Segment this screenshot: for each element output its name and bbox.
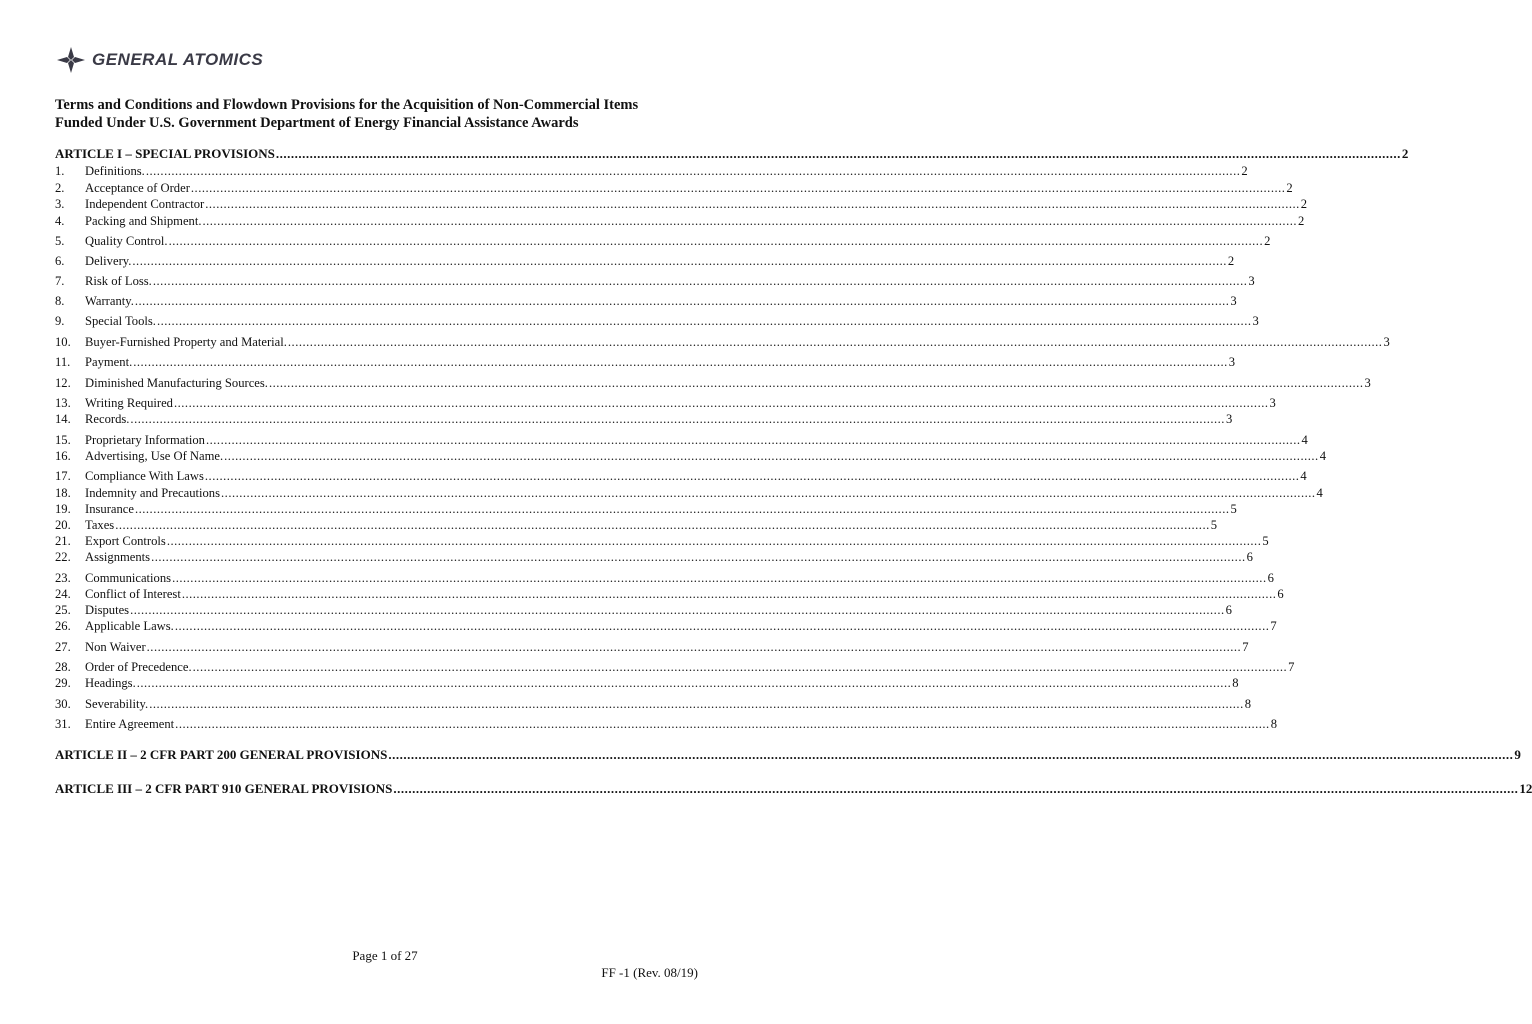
toc-item-number: 5.	[55, 234, 65, 248]
toc-item[interactable]	[55, 675, 1239, 691]
toc-dot-leader: ............................................................................................................................................................................................................................................................................................................	[181, 587, 1277, 601]
revision-label: FF -1 (Rev. 08/19)	[601, 965, 698, 980]
toc-item-label: Conflict of Interest	[85, 587, 181, 601]
title-line-2: Funded Under U.S. Government Department of Energy Financial Assistance Awards	[55, 115, 579, 131]
toc-dot-leader: ............................................................................................................................................................................................................................................................................................................	[136, 676, 1232, 690]
toc-item-label: Quality Control.	[85, 234, 168, 248]
toc-item-number: 3.	[55, 197, 65, 211]
toc-item-page: 5	[1230, 502, 1237, 516]
toc-dot-leader: ............................................................................................................................................................................................................................................................................................................	[205, 433, 1301, 447]
toc-article-2-label: ARTICLE II – 2 CFR PART 200 GENERAL PROVISIONS	[55, 747, 388, 762]
toc-item[interactable]	[55, 586, 1284, 602]
company-logo	[56, 46, 263, 74]
toc-article-1-page: 2	[1401, 146, 1409, 161]
toc-item-number: 1.	[55, 164, 65, 178]
toc-item-page: 3	[1248, 274, 1255, 288]
toc-item-label: Communications	[85, 571, 172, 585]
toc-item-label: Acceptance of Order	[85, 181, 190, 195]
toc-item-number: 11.	[55, 355, 71, 369]
toc-item-number: 15.	[55, 433, 71, 447]
toc-item-number: 31.	[55, 717, 71, 731]
toc-item-label: Order of Precedence.	[85, 660, 192, 674]
toc-item-number: 14.	[55, 412, 71, 426]
toc-dot-leader: ............................................................................................................................................................................................................................................................................................................	[268, 376, 1364, 390]
toc-dot-leader: ............................................................................................................................................................................................................................................................................................................	[393, 781, 1519, 796]
toc-item[interactable]	[55, 549, 1253, 565]
toc-item-page: 8	[1270, 717, 1277, 731]
toc-item-number: 21.	[55, 534, 71, 548]
toc-item-page: 4	[1316, 486, 1323, 500]
toc-item-label: Risk of Loss.	[85, 274, 152, 288]
toc-item-page: 2	[1227, 254, 1235, 268]
toc-item-label: Export Controls	[85, 534, 166, 548]
toc-item-label: Indemnity and Precautions	[85, 486, 221, 500]
toc-dot-leader: ............................................................................................................................................................................................................................................................................................................	[166, 534, 1262, 548]
toc-dot-leader: ............................................................................................................................................................................................................................................................................................................	[275, 146, 1401, 161]
toc-item-number: 30.	[55, 697, 71, 711]
toc-item-label: Compliance With Laws	[85, 469, 204, 483]
toc-article-2-page: 9	[1514, 747, 1521, 762]
toc-item[interactable]	[55, 716, 1277, 732]
toc-item-number: 13.	[55, 396, 71, 410]
toc-item-label: Records.	[85, 412, 130, 426]
toc-item-label: Diminished Manufacturing Sources.	[85, 376, 268, 390]
toc-item-label: Proprietary Information	[85, 433, 205, 447]
toc-item-number: 24.	[55, 587, 71, 601]
toc-item-label: Buyer-Furnished Property and Material.	[85, 335, 287, 349]
toc-item-page: 3	[1383, 335, 1390, 349]
toc-item-page: 3	[1228, 355, 1236, 369]
toc-item-page: 3	[1225, 412, 1233, 426]
toc-item-number: 7.	[55, 274, 65, 288]
toc-item-number: 6.	[55, 254, 65, 268]
toc-item-number: 22.	[55, 550, 71, 564]
toc-item[interactable]	[55, 602, 1232, 618]
toc-item[interactable]	[55, 639, 1249, 655]
toc-dot-leader: ............................................................................................................................................................................................................................................................................................................	[190, 181, 1286, 195]
toc-item-label: Severability.	[85, 697, 149, 711]
toc-item-page: 7	[1242, 640, 1249, 654]
toc-dot-leader: ............................................................................................................................................................................................................................................................................................................	[151, 550, 1246, 564]
toc-dot-leader: ............................................................................................................................................................................................................................................................................................................	[168, 234, 1264, 248]
toc-dot-leader: ............................................................................................................................................................................................................................................................................................................	[172, 571, 1267, 585]
toc-article-3[interactable]	[55, 781, 1532, 797]
toc-item-label: Writing Required	[85, 396, 173, 410]
toc-item-page: 8	[1232, 676, 1239, 690]
toc-item-number: 17.	[55, 469, 71, 483]
toc-item-page: 2	[1241, 164, 1248, 178]
toc-item-label: Taxes	[85, 518, 115, 532]
toc-item[interactable]	[55, 468, 1307, 484]
toc-dot-leader: ............................................................................................................................................................................................................................................................................................................	[175, 717, 1270, 731]
toc-item-page: 7	[1270, 619, 1277, 633]
toc-item[interactable]	[55, 395, 1276, 411]
toc-item[interactable]	[55, 180, 1293, 196]
toc-item-label: Insurance	[85, 502, 134, 516]
toc-item-label: Definitions.	[85, 164, 145, 178]
toc-dot-leader: ............................................................................................................................................................................................................................................................................................................	[192, 660, 1288, 674]
toc-item-page: 4	[1301, 433, 1308, 447]
general-atomics-logo-icon	[56, 46, 86, 74]
toc-dot-leader: ............................................................................................................................................................................................................................................................................................................	[133, 355, 1228, 369]
toc-item-number: 19.	[55, 502, 71, 516]
toc-item-number: 9.	[55, 314, 65, 328]
toc-item-page: 4	[1300, 469, 1307, 483]
toc-item[interactable]	[55, 696, 1252, 712]
toc-item[interactable]	[55, 273, 1255, 289]
toc-dot-leader: ............................................................................................................................................................................................................................................................................................................	[224, 449, 1319, 463]
toc-item-page: 6	[1277, 587, 1284, 601]
toc-item[interactable]	[55, 253, 1235, 269]
toc-item-page: 5	[1210, 518, 1218, 532]
toc-item[interactable]	[55, 517, 1218, 533]
toc-item[interactable]	[55, 354, 1236, 370]
toc-item-page: 3	[1269, 396, 1276, 410]
toc-item-label: Applicable Laws.	[85, 619, 174, 633]
toc-item-label: Headings.	[85, 676, 136, 690]
toc-dot-leader: ............................................................................................................................................................................................................................................................................................................	[202, 214, 1298, 228]
toc-item-page: 5	[1262, 534, 1269, 548]
toc-dot-leader: ............................................................................................................................................................................................................................................................................................................	[174, 619, 1270, 633]
title-line-1: Terms and Conditions and Flowdown Provisions for the Acquisition of Non-Commercial Items	[55, 97, 639, 113]
toc-item[interactable]	[55, 570, 1274, 586]
toc-item-number: 8.	[55, 294, 65, 308]
toc-item-number: 20.	[55, 518, 71, 532]
page-number: Page 1 of 27	[352, 948, 418, 963]
toc-item[interactable]	[55, 411, 1233, 427]
toc-article-1[interactable]	[55, 146, 1409, 162]
toc-item-number: 28.	[55, 660, 71, 674]
toc-item-number: 10.	[55, 335, 71, 349]
toc-dot-leader: ............................................................................................................................................................................................................................................................................................................	[156, 314, 1252, 328]
toc-item-number: 18.	[55, 486, 71, 500]
toc-item[interactable]	[55, 485, 1323, 501]
toc-item[interactable]	[55, 533, 1269, 549]
toc-item[interactable]	[55, 375, 1371, 391]
toc-article-1-label: ARTICLE I – SPECIAL PROVISIONS	[55, 146, 275, 161]
toc-item-page: 2	[1300, 197, 1308, 211]
toc-dot-leader: ............................................................................................................................................................................................................................................................................................................	[221, 486, 1316, 500]
toc-item-number: 27.	[55, 640, 71, 654]
toc-item-label: Delivery.	[85, 254, 132, 268]
toc-item-page: 6	[1246, 550, 1253, 564]
toc-item-page: 2	[1286, 181, 1293, 195]
toc-item-label: Entire Agreement	[85, 717, 175, 731]
toc-item-label: Non Waiver	[85, 640, 146, 654]
toc-dot-leader: ............................................................................................................................................................................................................................................................................................................	[152, 274, 1248, 288]
toc-item-page: 2	[1264, 234, 1271, 248]
toc-item-label: Advertising, Use Of Name.	[85, 449, 224, 463]
toc-item[interactable]	[55, 196, 1308, 212]
toc-article-3-page: 12	[1519, 781, 1532, 796]
document-title	[55, 96, 715, 132]
toc-item-label: Special Tools.	[85, 314, 156, 328]
toc-dot-leader: ............................................................................................................................................................................................................................................................................................................	[205, 197, 1300, 211]
toc-dot-leader: ............................................................................................................................................................................................................................................................................................................	[130, 603, 1225, 617]
toc-item-label: Disputes	[85, 603, 130, 617]
toc-item-page: 6	[1225, 603, 1232, 617]
toc-dot-leader: ............................................................................................................................................................................................................................................................................................................	[134, 502, 1230, 516]
toc-item-number: 12.	[55, 376, 71, 390]
toc-dot-leader: ............................................................................................................................................................................................................................................................................................................	[388, 747, 1514, 762]
toc-dot-leader: ............................................................................................................................................................................................................................................................................................................	[204, 469, 1300, 483]
toc-item[interactable]	[55, 432, 1308, 448]
toc-item[interactable]	[55, 163, 1248, 179]
toc-item[interactable]	[55, 501, 1237, 517]
toc-item-page: 3	[1252, 314, 1259, 328]
toc-item-number: 16.	[55, 449, 71, 463]
toc-item[interactable]	[55, 213, 1305, 229]
toc-dot-leader: ............................................................................................................................................................................................................................................................................................................	[115, 518, 1210, 532]
toc-item-number: 4.	[55, 214, 65, 228]
toc-dot-leader: ............................................................................................................................................................................................................................................................................................................	[130, 412, 1225, 426]
logo-text: GENERAL ATOMICS	[92, 50, 264, 69]
toc-dot-leader: ............................................................................................................................................................................................................................................................................................................	[134, 294, 1230, 308]
toc-item-page: 3	[1364, 376, 1371, 390]
toc-item-page: 7	[1288, 660, 1295, 674]
toc-item-page: 8	[1244, 697, 1252, 711]
toc-item[interactable]	[55, 659, 1295, 675]
toc-item-label: Payment.	[85, 355, 133, 369]
toc-item-label: Warranty.	[85, 294, 134, 308]
toc-item-number: 29.	[55, 676, 71, 690]
toc-item[interactable]	[55, 293, 1237, 309]
toc-item-number: 2.	[55, 181, 65, 195]
toc-item-label: Assignments	[85, 550, 151, 564]
toc-dot-leader: ............................................................................................................................................................................................................................................................................................................	[132, 254, 1227, 268]
toc-item-page: 6	[1267, 571, 1274, 585]
toc-item-label: Packing and Shipment.	[85, 214, 202, 228]
toc-dot-leader: ............................................................................................................................................................................................................................................................................................................	[145, 164, 1241, 178]
toc-item[interactable]	[55, 233, 1271, 249]
toc-item[interactable]	[55, 313, 1259, 329]
toc-item-label: Independent Contractor	[85, 197, 205, 211]
toc-item-page: 4	[1319, 449, 1326, 463]
toc-item-page: 2	[1298, 214, 1305, 228]
toc-article-3-label: ARTICLE III – 2 CFR PART 910 GENERAL PROVISIONS	[55, 781, 393, 796]
toc-item[interactable]	[55, 618, 1277, 634]
toc-item-number: 26.	[55, 619, 71, 633]
toc-item[interactable]	[55, 334, 1390, 350]
toc-item-number: 23.	[55, 571, 71, 585]
toc-dot-leader: ............................................................................................................................................................................................................................................................................................................	[149, 697, 1244, 711]
toc-dot-leader: ............................................................................................................................................................................................................................................................................................................	[287, 335, 1383, 349]
toc-item[interactable]	[55, 448, 1326, 464]
toc-article-2[interactable]	[55, 747, 1521, 763]
toc-dot-leader: ............................................................................................................................................................................................................................................................................................................	[173, 396, 1269, 410]
toc-dot-leader: ............................................................................................................................................................................................................................................................................................................	[146, 640, 1242, 654]
toc-item-number: 25.	[55, 603, 71, 617]
toc-item-page: 3	[1230, 294, 1237, 308]
